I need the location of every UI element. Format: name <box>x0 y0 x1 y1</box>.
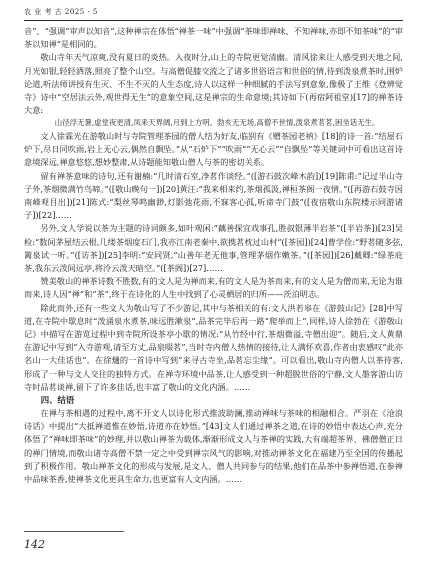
article-body <box>24 25 403 486</box>
footer-rule <box>24 531 124 532</box>
paragraph: 音”、“强调“审声以知音”,这种禅宗在体悟“禅茶一味”中强调“茶味即禅味、不知禅味,亦即不知茶味”的“审茶以知禅”是相同的。 <box>24 26 403 50</box>
paragraph: 文人徐霖光在游敬山时与寺院管理茶园的僧人结为好友,临别有《赠茶园老衲》[18]的诗一首:“结屋石炉下,尽日同吹雨,岩上无心云,偶然自飘坠。”从“石炉下”“吹雨”“无心云”“自飘坠”等关键词中可看出这首诗意境深远,禅意悠悠,想妙整肃,从诗题能知敬山僧人与茶的密切关系。 <box>24 130 403 168</box>
paragraph: 敬山寺年天气凉爽,没有夏日的炎热。入夜时分,山上的寺院更觉清幽。清风徐来让人感受到天地之间,月光如银,轻轻洒落,照亮了整个山空。与高僧促膝交流之了诸多世俗语言和世俗的情,待到泼泉煮茶时,围炉论道,听法师讲授有生灭、不生不灭的人生态度,诗人以这样一种细腻的手法写到意象,像极了王维《登辨觉寺》诗中“空居法云外,观世得无生”的意象空间,这是禅宗的生命意境;其诗如下(再宿阿祖堂)[17]的禅茶诗大意: <box>24 52 403 116</box>
paragraph: 赞美敬山的禅茶诗数不胜数,有的文人是为禅而来,有的文人是为茶而来,有的文人是为僧而来,无论为谁而来,诗人因“禅”和“茶”,终于在诗化的人生中找到了心灵栖居的归所——茨泊明志。 <box>24 276 403 300</box>
paragraph: 另外,文人学说以茶为主题的诗词颇多,如叶观闲:“藕善探宜戏事孔,胜叔银薄半岩茶”([半岩茶])[23]吴检:“数间茅屋结云根,几缕茶烟度石门,我亦江南老秦中,欲携茗枕过山村”([茶园])[24]曹学佺:“野茗随多弦,篱泉试一听。”([访茶])[25]李明:“安同贤,“山善年老无他事,管理茅烟作嫩茶。”([茶园])[26]戴卿:“绿茶庇茶,我东云泼间远亭,将泠云泼天暗空。”([茶阁])[27]…… <box>24 223 403 273</box>
journal-title: 农 业 考 古 2025 · 5 <box>24 8 98 16</box>
page-number: 142 <box>24 538 45 551</box>
paragraph: 在禅与茶相遇的过程中,离不开文人以诗化形式推波助澜,推动禅味与茶味的相融相合。严羽在《沧浪诗话》中提出“大抵禅道惟在妙悟,诗道亦在妙悟。”[43]文人们通过禅茶之道,在诗的妙悟中表达心声,充分体悟了“禅味即茶味”的妙理,并以敬山禅茶为载体,渐渐形成文人与茶禅的实践,大有端超茶界、佛僧僧正日的禅门情境,而敬山诸寺高僧不禁一定之中受到禅宗风气的影响,对推动禅茶文化在福建乃至全国的传播起到了积极作用。敬山禅茶文化的形成与发展,是文人、僧人共同参与的结果,他们在品茶中参禅悟道,在参禅中品味茶香,使禅茶文化更具生命力,也更富有人文内涵。…… <box>24 407 403 484</box>
section-heading: 四、结语 <box>40 394 75 405</box>
running-header <box>24 6 403 21</box>
paragraph: 留有禅茶意味的诗句,还有谢楠:“几时清石室,净茗作谈经。”([游石鼓次峰木韵])[19]陈甫:“记过半山寺子外,茶烟微满竹鸟啼。”([敬山晚句一])[20]黄汪:“我来相来约,茶烟孤汲,禅桓茶阁一夜情。”([再游石鼓寺因南峰观目出])[21]陈式:“梨丝琴鸣幽渺,灯影弛花雨,不寐客心孤,听谛寺门鼓”([夜宿敬山东院楼示同游诸子])[22]…… <box>24 170 403 221</box>
poem-quote: 山径浮无暑,虚堂夜更清,凤来天界阔,月到上方明。勃亥无无场,高僧不世情,泼泉煮茗茗,困坐话无生。 <box>54 118 380 128</box>
paragraph: 除此而外,还有一些文人为敬山写了不少游记,其中与茶相关的有:文人洪若皋在《游鼓山记》[28]中写道,在寺院中歇息时“泼涌泉水煮茶,味远胜漱泉”,品茶完毕后再一路“爬举而上”,同样,诗人徐勃在《游敬山记》中描写在游览过程中到寺院所设茶亭小歇的情况:“从竹经中行,茶烟微溢,寺僧出迎”。随后,文人黄鼎在游记中写到“入寺游观,请至方丈,品泉啜茗”,当时寺内僧人热情的接待,让人满怀欢喜,作者由衷感叹“此亦名山一大佳话也”。在徐熥的一首诗中写到“来寻古寺坐,品茗忘尘缘”。可以看出,敬山寺内僧人以茶待客,形成了一种与文人交往的独特方式。在禅寺环境中品茶,让人感受到一种超脱世俗的宁静,文人墨客游山访寺时品茗谈禅,留下了许多佳话,也丰富了敬山的文化内涵。…… <box>24 302 403 392</box>
